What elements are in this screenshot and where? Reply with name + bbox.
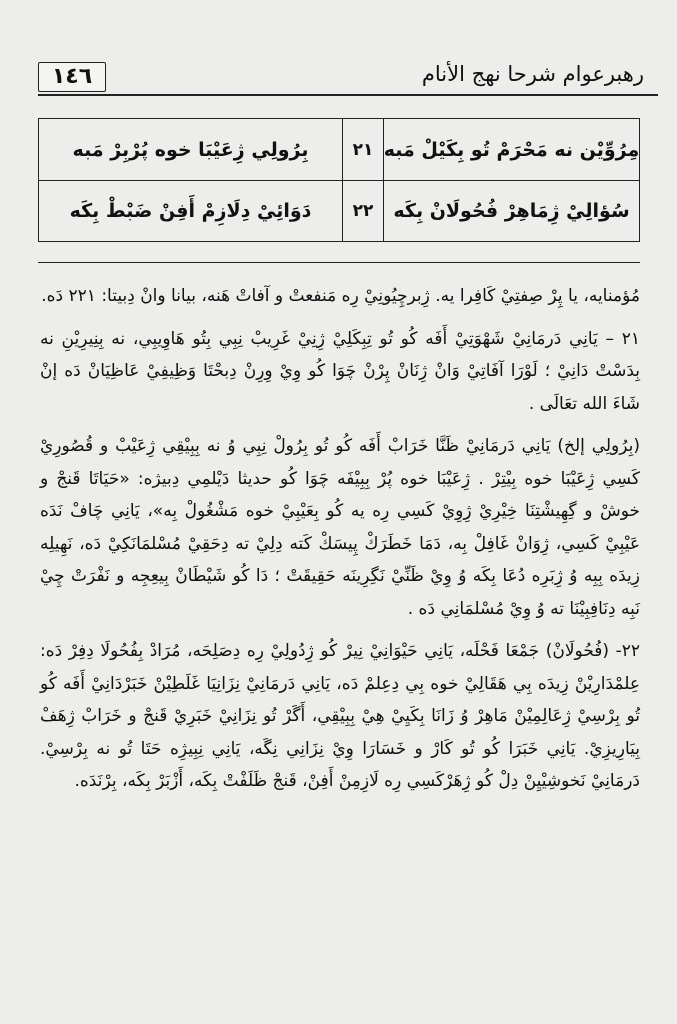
paragraph: ٢١ – يَانِي دَرمَانِيْ شَهْوَتِيْ أَفَه كُو تُو تِبِكَلِيْ ژِنِيْ غَرِيبْ نِبِي بِتُو هَاوِيبِي، نه بِنِيرِيْنِ نه بِدَسْتْ دَانِيْ ؛ لَوْرَا آفَاتِيْ وَانْ ژِنَانْ پِرْنْ چَوَا كُو وِيْ وِرِنْ دِبحْتَا وَظِيفِيْ عَاظِيَانْ دَه إنْ شَاءَ الله تعَالَى . xyxy=(40,328,640,414)
paragraph: مُؤمنايه، يا پِرْ صِفتِيْ كَافِرا يه. ژِبرچِيُونِيْ رِه مَنفعتْ و آفاتْ هَنه، بيانا وانْ دِبيتا: ٢٢١ دَه. xyxy=(41,286,640,306)
page-header xyxy=(28,58,658,98)
section-divider xyxy=(38,262,640,263)
commentary-body xyxy=(40,280,640,808)
verse-first-half: سُؤالِيْ ژِمَاهِرْ فُحُولَانْ بِكَه xyxy=(393,199,630,222)
verse-row xyxy=(39,119,639,181)
verse-number: ٢١ xyxy=(342,119,384,180)
running-title: رهبرعوام شرحا نهج الأنام xyxy=(421,62,644,86)
verse-number: ٢٢ xyxy=(342,180,384,241)
verse-table xyxy=(38,118,640,242)
verse-second-half: بِرُولِي ژِعَيْبَا خوه پُرْبِرْ مَبه xyxy=(72,138,309,161)
page-number: ١٤٦ xyxy=(38,62,106,92)
paragraph: (بِرُولِي إلخ) يَانِي دَرمَانِيْ ظَنَّا خَرَابْ أَفَه كُو تُو بِرُولْ نِبِي وُ نه بِبِيْقِي ژِعَيْبْ و قُصُورِيْ كَسِي ژِعَيْبَا خوه بِيْتِرْ . ژِعَيْبَا خوه پُرْ بِبِيْفَه چَوَا كُو حديثا دَيْلمِي دِبيژه: «حَيَاتَا قَنجْ و خوشْ و گِهِيشْتِنَا خِيْرِيْ ژِوِيْ كَسِي رِه يه كُو بِعَيْبِيْ خوه مَشْغُولْ بِه»، يَانِي چَافْ نَدَه عَيْبِيْ كَسِي، ژِوَانْ غَافِلْ بِه، دَمَا خَطَرَكْ پِيسَكْ كَته دِلِيْ ته دِحَقِيْ مُسْلمَانَكِيْ دَه، نَهِيلِه زِيدَه بِبِه وُ ژِبَرِه دُعَا بِكَه وُ وِيْ ظَنِّيْ نَگِرِينَه حَقِيقَتْ ؛ دَا كُو شَيْطَانْ بِيعِجِه و نَفْرَتْ چِيْ نَبِه دِنَافِبِيْنَا ته وُ وِيْ مُسْلمَانِي دَه . xyxy=(40,436,640,619)
paragraph: ٢٢- (فُحُولَانْ) جَمْعَا فَحْلَه، يَانِي حَيْوَانِيْ نِيرْ كُو ژِدُولِيْ رِه دِصَلِحَه، مُرَادْ بِفُحُولَا دِفِرْ دَه: عِلمْدَارِيْنْ زِيدَه بِي هَقَالِيْ خوه بِي دِعِلمْ دَه، يَانِي دَرمَانِيْ نِزَانِيَا غَلَطِيْنْ خَبَرْدَانِيْ أَفَه كُو تُو بِرْسِيْ ژِعَالِمِيْنْ مَاهِرْ وُ زَانَا بِكَيِيْ هِيْ بِبِيْقِي، أَگَرْ تُو نِزَانِيْ خَبَرِيْ قَنجْ و خَرَابْ ژِهَفْ بِيَارِيزِيْ. يَانِي خَبَرَا كُو تُو كَارْ و خَسَارَا وِيْ نِزَانِي نِگَه، يَانِي نِبِيژِه حَتَا تُو نه بِرْسِيْ. دَرمَانِيْ نَخوشِيْيِنْ دِلْ كُو ژِهَرْكَسِي رِه لَازِمِنْ أَفِنْ، قَنجْ ظَلَفْتْ بِكَه، أَزْبَرْ بِكَه، بِرْنَدَه. xyxy=(40,641,640,791)
verse-first-half: مِرُوِّيْن نه مَحْرَمْ تُو بِكَيْلْ مَبه xyxy=(384,138,639,161)
verse-second-half: دَوَائِيْ دِلَازِمْ أَفِنْ ضَبْطْ بِكَه xyxy=(69,199,312,222)
header-rule xyxy=(38,94,658,96)
verse-row xyxy=(39,180,639,241)
